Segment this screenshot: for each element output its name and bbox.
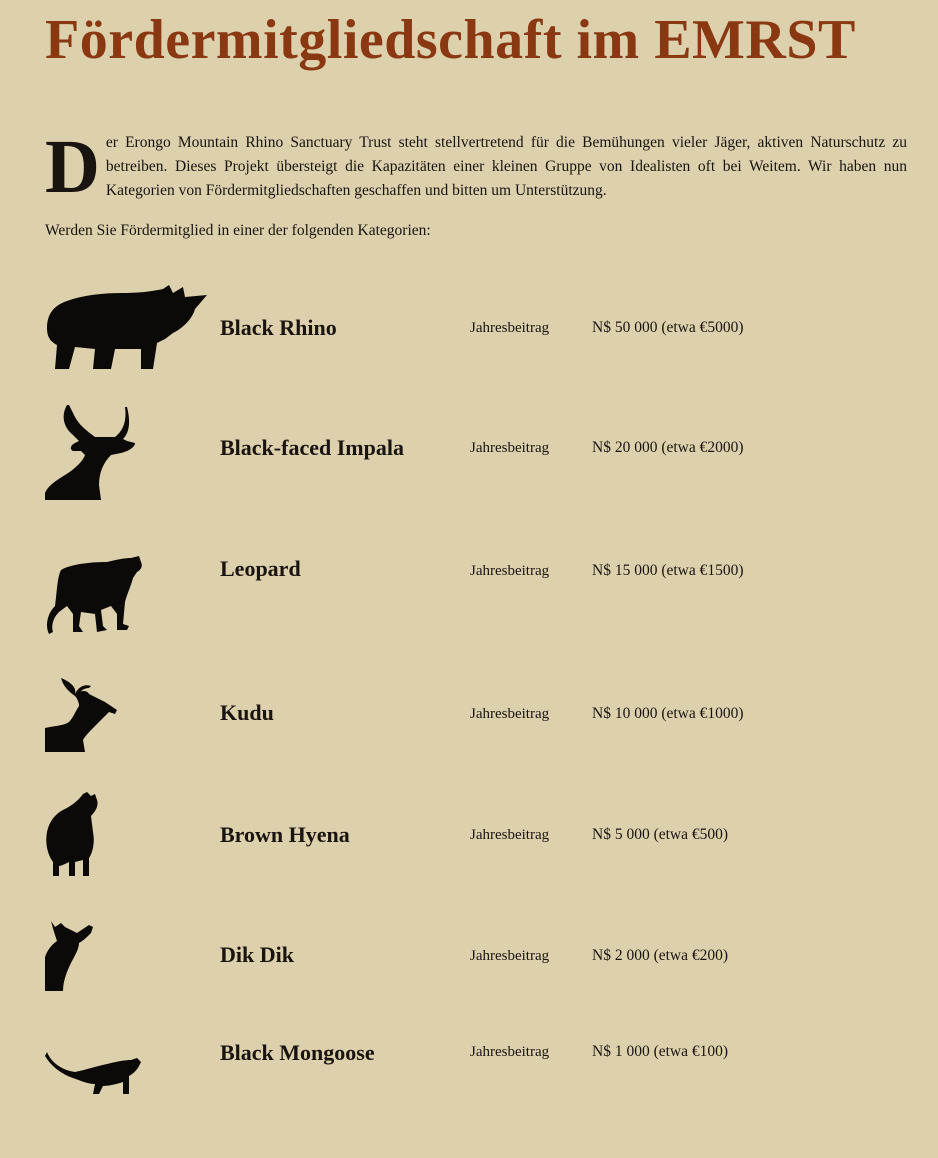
impala-icon (45, 403, 140, 500)
intro-text: er Erongo Mountain Rhino Sanctuary Trust steht stellvertretend für die Bemühungen vieler Jäger, aktiven Naturschutz zu betreiben. Dieses Projekt übersteigt die Kapazitäten einer kleinen Gruppe von Idealisten oft bei Weitem. Wir haben nun Kategorien von Fördermitgliedschaften geschaffen und bitten um Unterstützung. (105, 134, 907, 199)
intro-paragraph (45, 125, 907, 209)
fee-value: N$ 50 000 (etwa €5000) (592, 319, 744, 336)
dropcap: D (45, 125, 100, 209)
leopard-icon (45, 556, 145, 636)
fee-label: Jahresbeitrag (470, 320, 550, 336)
mongoose-icon (45, 1038, 145, 1098)
fee-label: Jahresbeitrag (470, 948, 550, 964)
fee-label: Jahresbeitrag (470, 827, 550, 843)
fee-label: Jahresbeitrag (470, 1044, 550, 1060)
category-row-leopard (45, 556, 910, 676)
category-row-brown-hyena (45, 792, 910, 912)
fee-value: N$ 2 000 (etwa €200) (592, 947, 729, 964)
kudu-icon (45, 676, 120, 752)
category-row-black-mongoose (45, 1038, 910, 1158)
fee-value: N$ 10 000 (etwa €1000) (592, 705, 744, 722)
fee-value: N$ 5 000 (etwa €500) (592, 826, 729, 843)
fee-label: Jahresbeitrag (470, 706, 550, 722)
fee-value: N$ 1 000 (etwa €100) (592, 1043, 729, 1060)
fee-label: Jahresbeitrag (470, 440, 550, 456)
lead-text: Werden Sie Fördermitglied in einer der folgenden Kategorien: (45, 222, 431, 239)
fee-label: Jahresbeitrag (470, 563, 550, 579)
category-row-kudu (45, 676, 910, 796)
category-row-dik-dik (45, 921, 910, 1041)
category-name: Brown Hyena (220, 822, 350, 847)
category-row-black-rhino (45, 283, 910, 403)
fee-value: N$ 20 000 (etwa €2000) (592, 439, 744, 456)
fee-value: N$ 15 000 (etwa €1500) (592, 562, 744, 579)
category-name: Kudu (220, 700, 274, 725)
page (45, 0, 910, 1109)
rhino-icon (45, 283, 210, 373)
category-name: Black Rhino (220, 315, 337, 340)
category-name: Black Mongoose (220, 1040, 375, 1065)
dikdik-icon (45, 921, 95, 993)
category-name: Dik Dik (220, 942, 294, 967)
hyena-icon (45, 792, 100, 878)
page-title: Fördermitgliedschaft im EMRST (45, 9, 856, 71)
category-row-black-faced-impala (45, 403, 910, 523)
category-name: Black-faced Impala (220, 435, 404, 460)
category-name: Leopard (220, 556, 301, 581)
